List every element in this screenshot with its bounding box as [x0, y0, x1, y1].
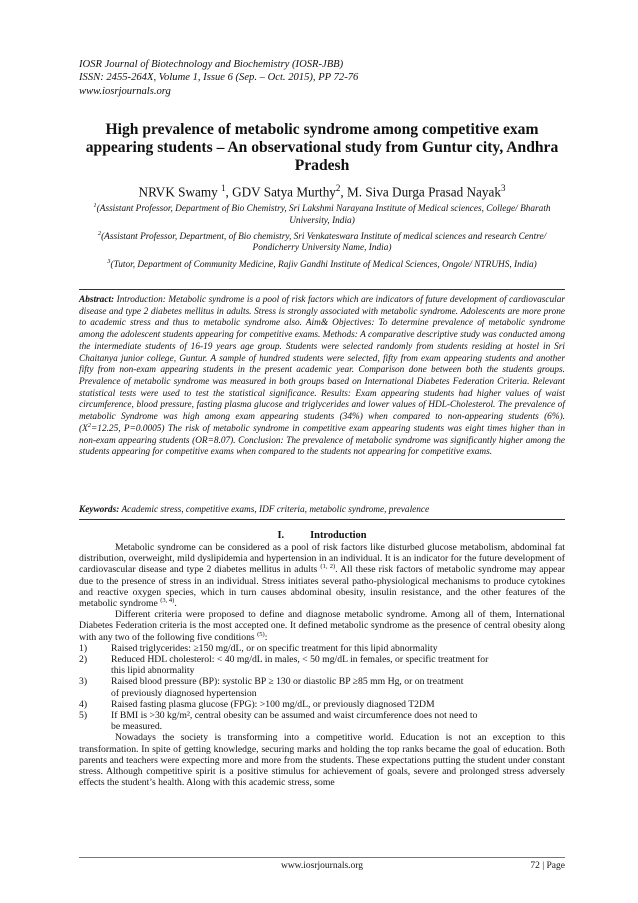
journal-header	[79, 58, 579, 98]
paragraph: Nowadays the society is transforming into a competitive world. Education is not an exception to this transformation. In spite of getting knowledge, securing marks and holding the top ranks became the goal of education. Both parents and teachers were expecting more and more from the students. These expectations putting the student under constant stress. Although competitive spirit is a positive stimulus for achievement of goals, severe and prolonged stress adversely effects the student’s health. Along with this academic stress, some	[79, 732, 565, 789]
footer-url: www.iosrjournals.org	[280, 861, 364, 871]
list-item: 4) Raised fasting plasma glucose (FPG): >100 mg/dL, or previously diagnosed T2DM	[79, 698, 435, 710]
abstract-text-cont: =12.25, P=0.0005) The risk of metabolic syndrome in competitive exam appearing students was eight times higher than in non-exam appearing students (OR=8.07). Conclusion: The prevalence of metabolic syndrome was significantly higher among the students appearing for competitive exams when compared to the students not appearing for competitive exams.	[79, 423, 565, 458]
criteria-list	[79, 643, 565, 733]
paragraph: Metabolic syndrome can be considered as a pool of risk factors like disturbed glucose metabolism, abdominal fat distribution, overweight, mild dyslipidemia and hypertension in an individual. It is an indicator for the future development of cardiovascular disease and type 2 diabetes mellitus in adults $^{(1, 2)}$. All these risk factors of metabolic syndrome may appear due to the presence of stress in an individual. Stress initiates several patho-physiological mechanisms to produce cytokines and reactive oxygen species, which in turn causes abdominal obesity, insulin resistance, and the other features of the metabolic syndrome $^{(3, 4)}$.	[79, 542, 565, 610]
paragraph: Different criteria were proposed to define and diagnose metabolic syndrome. Among all of them, International Diabetes Federation criteria is the most accepted one. It defined metabolic syndrome as the presence of central obesity along with any two of the following five conditions $^{(5)}$:	[79, 609, 565, 643]
author-line: NRVK Swamy $^1$, GDV Satya Murthy$^2$, M. Siva Durga Prasad Nayak$^3$	[138, 183, 506, 200]
footer-divider	[79, 857, 565, 858]
affiliation: $^1$(Assistant Professor, Department of Bio Chemistry, Sri Lakshmi Narayana Institute of Medical sciences, College/ Bharath University, India)	[93, 202, 551, 226]
section-heading	[79, 529, 565, 543]
abstract	[79, 295, 565, 459]
citation: (5)	[257, 630, 265, 638]
keywords-text: Academic stress, competitive exams, IDF criteria, metabolic syndrome, prevalence	[121, 505, 430, 515]
chi-square-sup: 2	[87, 421, 92, 429]
author-sup: 2	[335, 183, 341, 193]
journal-url: www.iosrjournals.org	[79, 85, 171, 97]
intro-body	[79, 542, 565, 788]
affiliations	[79, 200, 565, 272]
journal-issn: ISSN: 2455-264X, Volume 1, Issue 6 (Sep. – Oct. 2015), PP 72-76	[79, 72, 359, 84]
keywords-label: Keywords:	[79, 505, 120, 515]
affiliation: $^2$(Assistant Professor, Department, of Bio chemistry, Sri Venkateswara Institute of medical sciences and research Centre/ Pondicherry University Name, India)	[97, 229, 547, 254]
list-item: 5) If BMI is >30 kg/m², central obesity can be assumed and waist circumference does not need to be measured.	[79, 710, 478, 733]
citation: (3, 4)	[160, 596, 175, 604]
abstract-text: Introduction: Metabolic syndrome is a pool of risk factors which are indicators of future development of cardiovascular disease and type 2 diabetes mellitus in adults. Stress is strongly associated with metabolic syndrome. Adolescents are more prone to academic stress and thus to metabolic syndrome also. Aim& Objectives: To determine prevalence of metabolic syndrome among the adolescent students appearing for competitive exams. Methods: A comparative descriptive study was conducted among the intermediate students of 16-19 years age group. Students were selected randomly from students residing at hostel in Sri Chaitanya junior college, Guntur. A sample of hundred students were selected, fifty from exam appearing students and another fifty from non-exam appearing students in the present academic year. Comparison done between both the students groups. Prevalence of metabolic syndrome was measured in both groups based on International Diabetes Federation Criteria. Relevant statistical tests were used to test the statistical significance. Results: Exam appearing students had higher values of waist circumference, blood pressure, fasting plasma glucose and triglycerides and lower values of HDL-Cholesterol. The prevalence of metabolic Syndrome was high among exam appearing students (34%) when compared to non-appearing students (6%). (X	[79, 295, 565, 434]
section-number: I.	[277, 530, 285, 541]
keywords-divider	[79, 519, 565, 520]
keywords	[79, 504, 565, 516]
author-name: GDV Satya Murthy	[232, 184, 336, 200]
citation: (1, 2)	[320, 563, 336, 571]
author-name: NRVK Swamy	[138, 184, 218, 200]
paper-title: High prevalence of metabolic syndrome among competitive exam appearing students – An observational study from Guntur city, Andhra Pradesh	[85, 121, 559, 174]
author-sup: 3	[500, 183, 506, 193]
list-item: 3) Raised blood pressure (BP): systolic BP ≥ 130 or diastolic BP ≥85 mm Hg, or on treatment of previously diagnosed hypertension	[79, 676, 464, 699]
affiliation: $^3$(Tutor, Department of Community Medicine, Rajiv Gandhi Institute of Medical Sciences, Ongole/ NTRUHS, India)	[107, 257, 537, 270]
page-number: 72 | Page	[530, 861, 565, 871]
list-item: 1) Raised triglycerides: ≥150 mg/dL, or on specific treatment for this lipid abnormality	[79, 642, 438, 654]
author-sup: 1	[221, 183, 226, 193]
list-item: 2) Reduced HDL cholesterol: < 40 mg/dL in males, < 50 mg/dL in females, or specific treatment for this lipid abnormality	[79, 654, 489, 677]
journal-name: IOSR Journal of Biotechnology and Biochemistry (IOSR-JBB)	[79, 59, 344, 70]
abstract-label: Abstract:	[79, 295, 115, 305]
header-divider	[79, 289, 565, 290]
author-name: M. Siva Durga Prasad Nayak	[347, 184, 501, 200]
section-title: Introduction	[310, 530, 367, 541]
